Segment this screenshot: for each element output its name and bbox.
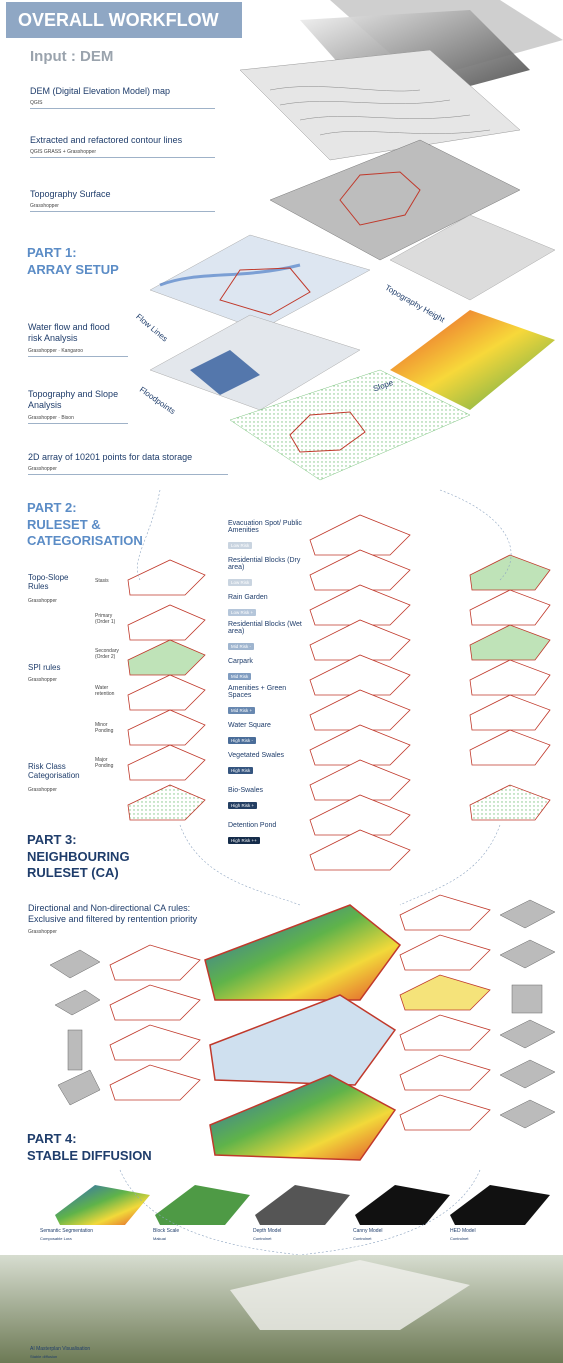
- sub-label-major-ponding: Major Ponding: [95, 757, 114, 769]
- step-slope: Topography and Slope Analysis: [28, 389, 119, 410]
- rule-risk-class-tool: Grasshopper: [28, 787, 57, 793]
- category-item: Vegetated Swales High Risk: [228, 752, 285, 773]
- final-visualisation-sub: Stable diffusion: [30, 1354, 58, 1359]
- part4-title-line2: STABLE DIFFUSION: [27, 1148, 152, 1163]
- category-item: Residential Blocks (Dry area) Low Risk: [228, 557, 301, 585]
- risk-badge: High Risk: [228, 767, 253, 774]
- risk-badge: Low Risk: [228, 542, 252, 549]
- risk-badge: High Risk ++: [228, 837, 260, 844]
- model-depth: Depth Model: [253, 1228, 282, 1234]
- rule-topo-slope-tool: Grasshopper: [28, 598, 57, 604]
- model-semantic-sub: Composable Lora: [40, 1236, 72, 1241]
- sub-label-secondary: Secondary (Order 2): [95, 648, 119, 660]
- part3-title-line1: PART 3:: [27, 832, 77, 847]
- step-water-flow-tool: Grasshopper · Kangaroo: [28, 348, 84, 354]
- step-dem-tool: QGIS: [30, 100, 43, 106]
- part4-model-maps: [55, 1185, 550, 1225]
- part2-title-line3: CATEGORISATION: [27, 533, 143, 548]
- model-block-scale: Block Scale: [153, 1228, 180, 1234]
- input-label: Input : DEM: [30, 48, 114, 65]
- part1-title-line2: ARRAY SETUP: [27, 262, 119, 277]
- model-hed-sub: Controlnet: [450, 1236, 469, 1241]
- step-2d-array: 2D array of 10201 points for data storage: [28, 452, 193, 462]
- part2-title-line1: PART 2:: [27, 500, 77, 515]
- category-item: Evacuation Spot/ Public Amenities Low Risk: [228, 520, 302, 548]
- dem-layers: [240, 0, 563, 260]
- step-2d-array-tool: Grasshopper: [28, 466, 57, 472]
- sub-label-water-retention: Water retention: [95, 685, 115, 697]
- step-contours-tool: QGIS GRASS + Grasshopper: [30, 149, 96, 155]
- part3-ca-maps: [50, 895, 555, 1160]
- layer-label-flow-lines: Flow Lines: [134, 312, 170, 344]
- ca-rules-label: Directional and Non-directional CA rules: Exclusive and filtered by rentention priority: [28, 903, 198, 924]
- model-semantic-segmentation: Semantic Segmentation: [40, 1228, 94, 1234]
- category-item: Detention Pond High Risk ++: [228, 822, 277, 843]
- ca-rules-tool: Grasshopper: [28, 929, 57, 935]
- risk-badge: Mid Risk +: [228, 707, 255, 714]
- rule-risk-class: Risk Class Categorisation: [28, 762, 80, 780]
- category-item: Amenities + Green Spaces Mid Risk +: [228, 685, 287, 713]
- final-visualisation-label: AI Masterplan Visualisation: [30, 1346, 91, 1352]
- category-item: Bio-Swales High Risk +: [228, 787, 264, 808]
- risk-badge: Low Risk: [228, 579, 252, 586]
- category-item: Residential Blocks (Wet area) Mid Risk -: [228, 621, 302, 649]
- model-depth-sub: Controlnet: [253, 1236, 272, 1241]
- step-dem-map: DEM (Digital Elevation Model) map: [30, 86, 171, 96]
- step-topo-tool: Grasshopper: [30, 203, 59, 209]
- model-block-scale-sub: Makuai: [153, 1236, 166, 1241]
- sub-label-primary: Primary (Order 1): [95, 613, 116, 625]
- category-list: [228, 520, 308, 852]
- step-water-flow: Water flow and flood risk Analysis: [28, 322, 110, 343]
- model-hed: HED Model: [450, 1228, 476, 1234]
- layer-label-floodpoints: Floodpoints: [137, 385, 177, 417]
- part4-title-line1: PART 4:: [27, 1131, 77, 1146]
- risk-badge: High Risk +: [228, 802, 257, 809]
- sub-label-stasis: Stasis: [95, 578, 109, 584]
- rule-spi-tool: Grasshopper: [28, 677, 57, 683]
- page-title: OVERALL WORKFLOW: [6, 2, 242, 38]
- part1-layers: [150, 215, 555, 480]
- step-contours: Extracted and refactored contour lines: [30, 135, 183, 145]
- model-canny: Canny Model: [353, 1228, 383, 1234]
- part3-title-line3: RULESET (CA): [27, 865, 119, 880]
- category-item: Carpark Mid Risk: [228, 658, 253, 679]
- sub-label-minor-ponding: Minor Ponding: [95, 722, 114, 734]
- rule-spi: SPI rules: [28, 663, 61, 672]
- risk-badge: Low Risk +: [228, 609, 256, 616]
- step-topo-surface: Topography Surface: [30, 189, 111, 199]
- category-item: Rain Garden Low Risk +: [228, 594, 268, 615]
- layer-label-slope: Slope: [372, 377, 395, 394]
- risk-badge: Mid Risk -: [228, 643, 254, 650]
- part2-stacks: [128, 515, 550, 870]
- category-item: Water Square High Risk -: [228, 722, 271, 743]
- part3-title-line2: NEIGHBOURING: [27, 849, 130, 864]
- risk-badge: Mid Risk: [228, 673, 251, 680]
- part2-title-line2: RULESET &: [27, 517, 101, 532]
- layer-label-topography-height: Topography Height: [383, 283, 447, 325]
- risk-badge: High Risk -: [228, 737, 256, 744]
- model-canny-sub: Controlnet: [353, 1236, 372, 1241]
- step-slope-tool: Grasshopper · Bison: [28, 415, 74, 421]
- rule-topo-slope: Topo-Slope Rules: [28, 573, 69, 591]
- part1-title-line1: PART 1:: [27, 245, 77, 260]
